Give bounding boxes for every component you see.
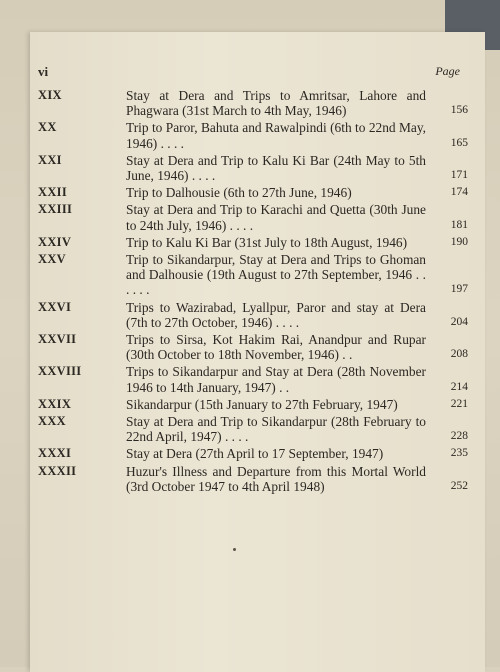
chapter-number: XXIV [38,234,72,249]
toc-entry [38,364,468,394]
chapter-title: Stay at Dera and Trip to Sikandarpur (28th February to 22nd April, 1947) . . . . [126,414,426,445]
chapter-page: 208 [450,348,468,361]
chapter-page: 165 [450,136,468,149]
chapter-title: Sikandarpur (15th January to 27th February, 1947) [126,396,398,412]
toc-entry [38,202,468,232]
page-number-roman: vi [38,64,49,79]
chapter-page: 156 [450,104,468,117]
chapter-title: Stay at Dera and Trip to Karachi and Quetta (30th June to 24th July, 1946) . . . . [126,202,426,233]
toc-entry [38,332,468,362]
toc-entry [38,446,468,461]
chapter-number: XXXI [38,446,72,461]
toc-entry [38,235,468,250]
chapter-page: 252 [450,479,468,492]
chapter-page: 190 [450,235,468,248]
chapter-title: Trips to Wazirabad, Lyallpur, Paror and stay at Dera (7th to 27th October, 1946) . . . . [126,299,426,330]
chapter-number: XXVI [38,299,72,314]
chapter-number: XXVII [38,332,77,347]
chapter-page: 181 [450,218,468,231]
page-column-label: Page [435,64,460,78]
toc-entry [38,120,468,150]
chapter-title: Trip to Paror, Bahuta and Rawalpindi (6th to 22nd May, 1946) . . . . [126,120,426,151]
toc-entry [38,414,468,444]
toc-entry [38,300,468,330]
ink-speck [233,548,236,551]
chapter-title: Trips to Sirsa, Kot Hakim Rai, Anandpur and Rupar (30th October to 18th November, 1946) . . [126,332,426,363]
chapter-number: XXI [38,152,62,167]
toc-entry [38,153,468,183]
chapter-page: 174 [450,186,468,199]
chapter-title: Trip to Sikandarpur, Stay at Dera and Trips to Ghoman and Dalhousie (19th August to 27th September, 1946 . . . . . . [126,252,426,298]
chapter-title: Trip to Dalhousie (6th to 27th June, 1946) [126,185,352,201]
toc-entry [38,252,468,298]
chapter-title: Huzur's Illness and Departure from this Mortal World (3rd October 1947 to 4th April 1948) [126,463,426,494]
chapter-number: XXVIII [38,364,82,379]
chapter-title: Stay at Dera (27th April to 17 September, 1947) [126,446,384,462]
chapter-number: XXXII [38,463,77,478]
chapter-page: 204 [450,315,468,328]
chapter-page: 197 [450,283,468,296]
toc-entry [38,185,468,200]
chapter-title: Trips to Sikandarpur and Stay at Dera (28th November 1946 to 14th January, 1947) . . [126,364,426,395]
chapter-number: XXIII [38,202,73,217]
chapter-page: 228 [450,430,468,443]
chapter-title: Stay at Dera and Trip to Kalu Ki Bar (24th May to 5th June, 1946) . . . . [126,152,426,184]
chapter-number: XX [38,120,57,135]
toc-entry [38,397,468,412]
toc-entry [38,88,468,118]
chapter-page: 221 [450,397,468,410]
chapter-number: XIX [38,88,62,102]
chapter-number: XXV [38,252,66,267]
chapter-page: 235 [450,447,468,460]
chapter-number: XXII [38,185,67,200]
toc-entry [38,464,468,494]
table-of-contents [38,88,468,496]
chapter-page: 214 [450,380,468,393]
page-header [38,64,460,82]
chapter-number: XXX [38,414,66,429]
chapter-number: XXIX [38,396,72,411]
chapter-title: Stay at Dera and Trips to Amritsar, Lahore and Phagwara (31st March to 4th May, 1946) [126,88,426,119]
chapter-page: 171 [450,169,468,182]
chapter-title: Trip to Kalu Ki Bar (31st July to 18th August, 1946) [126,234,408,250]
